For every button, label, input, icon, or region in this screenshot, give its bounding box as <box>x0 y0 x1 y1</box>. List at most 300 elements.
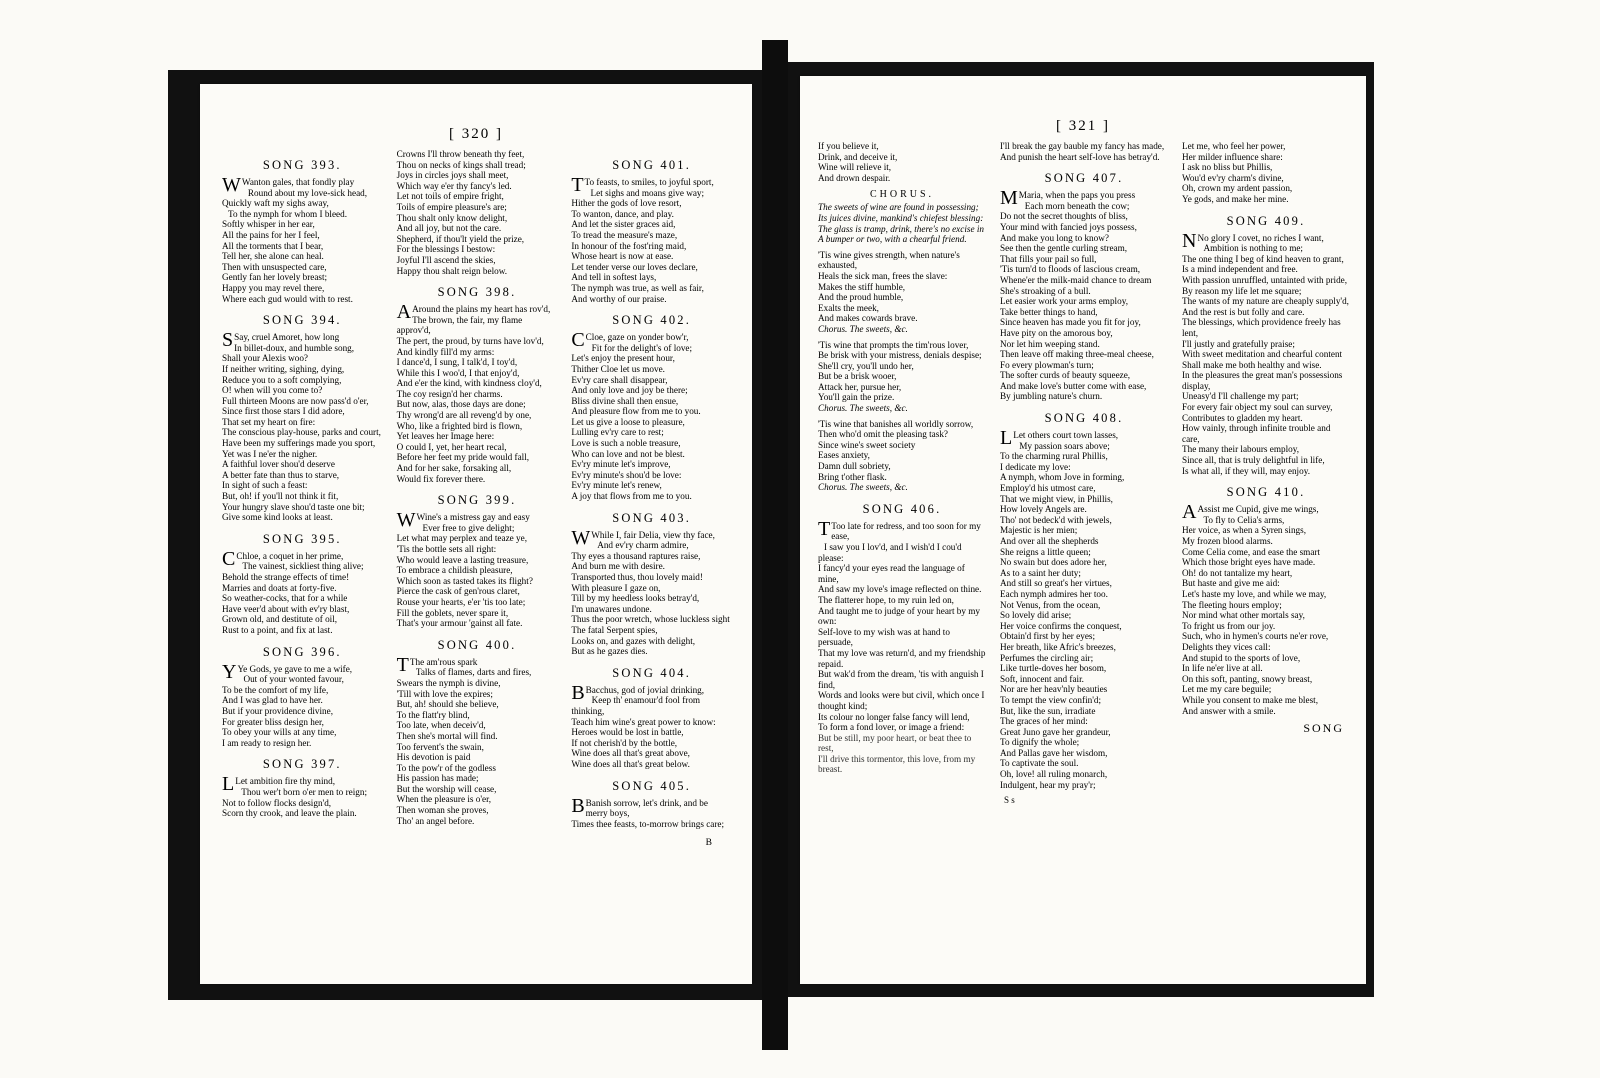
verse-line: In honour of the fost'ring maid, <box>571 240 687 251</box>
verse-line: Bliss divine shall then ensue, <box>571 395 679 406</box>
song-heading: SONG 396. <box>262 644 342 659</box>
song-block-continuation <box>1000 141 1168 162</box>
verse-line: The glass is tramp, drink, there's no excise in <box>818 223 984 234</box>
verse-line: Nor let him weeping stand. <box>1000 338 1100 349</box>
verse-line: To fly to Celia's arms, <box>1203 514 1285 525</box>
verse-line: Your mind with fancied joys possess, <box>1000 221 1137 232</box>
verse-line: Where each gud would with to rest. <box>222 293 353 304</box>
verse-line: W Wanton gales, that fondly play <box>222 174 355 196</box>
verse-line: Like turtle-doves her bosom, <box>1000 663 1107 674</box>
verse-line: Since first those stars I did adore, <box>222 406 345 417</box>
verse-line: Exalts the meek, <box>818 302 879 313</box>
verse-line: Let tender verse our loves declare, <box>571 261 698 272</box>
verse-line: Grown old, and destitute of oil, <box>222 614 338 625</box>
verse-line: A bumper or two, with a chearful friend. <box>818 234 967 245</box>
verse-line: The sweets of wine are found in possessing; <box>818 202 979 213</box>
verse-line: Come Celia come, and ease the smart <box>1182 546 1321 557</box>
verse-line: Ev'ry minute's shou'd be love: <box>571 469 682 480</box>
verse-line: So weather-cocks, that for a while <box>222 593 348 604</box>
song-block <box>222 757 383 818</box>
verse-line: Gently fan her lovely breast; <box>222 272 328 283</box>
verse-line: Words and looks were but civil, which once I thought kind; <box>818 690 985 711</box>
verse-line: Ev'ry care shall disappear, <box>571 374 668 385</box>
right-page <box>800 76 1366 984</box>
verse-line: And pleasure flow from me to you. <box>571 406 701 417</box>
drop-cap: T <box>396 653 409 676</box>
song-block <box>222 313 383 523</box>
verse-line: O could I, yet, her heart recal, <box>396 441 507 452</box>
verse-line: 'Tis turn'd to floods of lascious cream, <box>1000 264 1141 275</box>
drop-cap: W <box>222 174 241 196</box>
verse-line: With passion unruffled, untainted with pride, <box>1182 274 1348 285</box>
verse-line: Do not the secret thoughts of bliss, <box>1000 211 1128 222</box>
verse-line: To the flatt'ry blind, <box>396 709 470 720</box>
song-heading: SONG 402. <box>612 313 692 328</box>
verse-line: Let easier work your arms employ, <box>1000 296 1128 307</box>
verse-line: And for her sake, forsaking all, <box>396 463 512 474</box>
verse-line: And taught me to judge of your heart by my own: <box>818 605 981 627</box>
verse-line: Joys in circles joys shall meet, <box>396 170 509 181</box>
song-heading: SONG 400. <box>437 637 517 652</box>
song-heading: SONG 399. <box>437 493 517 508</box>
verse-line: O! when will you come to? <box>222 385 323 396</box>
verse-line: Wine does all that's great above, <box>571 748 690 759</box>
verse-line: My passion soars above; <box>1019 440 1110 451</box>
verse-line: And stupid to the sports of love, <box>1182 652 1301 663</box>
verse-line: The fatal Serpent spies, <box>571 624 658 635</box>
verse-line: I'm unawares undone. <box>571 603 652 614</box>
verse-line: And answer with a smile. <box>1182 705 1276 716</box>
verse-line: Each nymph admires her too. <box>1000 588 1108 599</box>
verse-line: That my love was return'd, and my friendship repaid. <box>818 647 986 669</box>
drop-cap: T <box>818 517 831 540</box>
verse-line: T Too late for redress, and too soon for my ease, <box>818 517 981 542</box>
verse-line: A Around the plains my heart has rov'd, <box>396 301 551 324</box>
verse-line: To wanton, dance, and play. <box>571 208 674 219</box>
verse-line: C Chloe, a coquet in her prime, <box>222 547 344 570</box>
verse-line: To tempt the view confin'd; <box>1000 694 1102 705</box>
catchword: SONG <box>1303 721 1344 736</box>
verse-line: Reduce you to a soft complying, <box>222 374 342 385</box>
verse-line: My frozen blood alarms. <box>1182 536 1273 546</box>
left-column-1 <box>222 149 383 848</box>
verse-line: Since heaven has made you fit for joy, <box>1000 317 1141 328</box>
verse-line: As to a saint her duty; <box>1000 567 1081 578</box>
drop-cap: A <box>1182 501 1197 524</box>
drop-cap: Y <box>222 660 237 683</box>
song-heading: SONG 409. <box>1226 213 1306 228</box>
verse-line: Keep th' enamour'd fool from thinking, <box>571 695 701 716</box>
verse-line: Its colour no longer false fancy will lend, <box>818 711 970 722</box>
verse-line: Who, like a frighted bird is flown, <box>396 420 523 431</box>
verse-line: Her voice confirms the conquest, <box>1000 620 1122 631</box>
verse-line: The flatterer hope, to my ruin led on, <box>818 594 954 605</box>
verse-line: Employ'd his utmost care, <box>1000 483 1096 494</box>
verse-line: Who would leave a lasting treasure, <box>396 554 529 565</box>
verse-line: Joyful I'll ascend the skies, <box>396 254 496 265</box>
verse-line: Crowns I'll throw beneath thy feet, <box>396 149 525 159</box>
verse-line: And makes cowards brave. <box>818 313 918 324</box>
verse-line: That's your armour 'gainst all fate. <box>396 618 523 629</box>
verse-line: Thither Cloe let us move. <box>571 363 665 374</box>
verse-line: Such, who in hymen's courts ne'er rove, <box>1182 631 1329 642</box>
verse-line: Great Juno gave her grandeur, <box>1000 726 1111 737</box>
left-column-2 <box>397 149 558 848</box>
page-number-right: [ 321 ] <box>1056 118 1110 134</box>
verse-line: Lulling ev'ry care to rest; <box>571 427 664 438</box>
verse-line: Talks of flames, darts and fires, <box>415 667 532 678</box>
left-column-3 <box>571 149 732 848</box>
verse-line: Since all, that is truly delightful in life, <box>1182 455 1325 466</box>
verse-line: Quickly waft my sighs away, <box>222 198 329 209</box>
drop-cap: L <box>222 773 235 796</box>
verse-line: Have veer'd about with ev'ry blast, <box>222 603 350 614</box>
verse-line: I dance'd, I sung, I talk'd, I toy'd, <box>396 357 518 368</box>
song-block-continuation <box>818 419 986 493</box>
verse-line: That fills your pail so full, <box>1000 253 1097 264</box>
verse-line: If you believe it, <box>818 141 879 151</box>
left-page-columns <box>200 143 752 848</box>
verse-line: Self-love to my wish was at hand to persuade, <box>818 626 950 648</box>
verse-line: And let the sister graces aid, <box>571 219 676 230</box>
chorus-refrain: Chorus. The sweets, &c. <box>818 323 908 334</box>
verse-line: Eases anxiety, <box>818 450 870 461</box>
verse-line: Which way e'er thy fancy's led. <box>396 180 512 191</box>
verse-line: To the charming rural Phillis, <box>1000 451 1108 462</box>
verse-line: I saw you I lov'd, and I wish'd I cou'd please: <box>818 542 962 563</box>
verse-line: Softly whisper in her ear, <box>222 219 315 230</box>
verse-line: I am ready to resign her. <box>222 737 312 748</box>
song-heading: SONG 403. <box>612 510 692 525</box>
verse-line: Nor are her heav'nly beauties <box>1000 684 1108 695</box>
verse-line: She reigns a little queen; <box>1000 546 1091 557</box>
song-block <box>1000 171 1168 402</box>
verse-line: That set my heart on fire: <box>222 416 316 427</box>
verse-line: I dedicate my love: <box>1000 461 1071 472</box>
verse-line: His devotion is paid <box>396 752 471 763</box>
verse-line: Let me my care beguile; <box>1182 684 1272 695</box>
drop-cap: W <box>571 526 591 549</box>
verse-line: Toils of empire pleasure's are; <box>396 201 507 212</box>
verse-line: But haste and give me aid: <box>1182 578 1280 589</box>
verse-line: And saw my love's image reflected on thine. <box>818 584 982 595</box>
verse-line: Shepherd, if thou'lt yield the prize, <box>396 233 525 244</box>
verse-line: For every fair object my soul can survey, <box>1182 402 1333 413</box>
drop-cap: B <box>571 681 585 704</box>
song-block <box>571 158 732 304</box>
song-block-continuation <box>818 141 986 183</box>
verse-line: Makes the stiff humble, <box>818 281 906 292</box>
verse-line: To fright us from our joy. <box>1182 620 1276 631</box>
song-heading: SONG 395. <box>262 531 342 546</box>
verse-line: Since wine's sweet society <box>818 439 916 450</box>
verse-line: And over all the shepherds <box>1000 536 1099 546</box>
verse-line: A nymph, whom Jove in forming, <box>1000 472 1125 483</box>
song-block <box>397 285 558 484</box>
verse-line: And all joy, but not the care. <box>396 223 502 234</box>
verse-line: Too fervent's the swain, <box>396 741 484 752</box>
verse-line: Delights they vices call: <box>1182 641 1271 652</box>
verse-line: But if your providence divine, <box>222 705 333 716</box>
drop-cap: N <box>1182 229 1197 252</box>
drop-cap: B <box>571 794 585 817</box>
verse-line: Thus the poor wretch, whose luckless sight <box>571 614 730 625</box>
verse-line: Swears the nymph is divine, <box>396 677 501 688</box>
verse-line: All the torments that I bear, <box>222 240 324 251</box>
verse-line: Give some kind looks at least. <box>222 512 333 523</box>
verse-line: Is what all, if they will, may enjoy. <box>1182 465 1311 476</box>
verse-line: Have pity on the amorous boy, <box>1000 327 1113 338</box>
verse-line: Ever free to give delight; <box>422 522 515 533</box>
verse-line: But be still, my poor heart, or beat thee to rest, <box>818 732 972 754</box>
verse-line: The one thing I beg of kind heaven to grant, <box>1182 253 1344 264</box>
verse-line: Fo every plowman's turn; <box>1000 359 1094 370</box>
verse-line: 'Tis wine that banishes all worldly sorrow, <box>818 418 974 429</box>
song-heading: SONG 407. <box>1044 171 1124 186</box>
verse-line: Ev'ry minute let's renew, <box>571 480 662 491</box>
verse-line: The blessings, which providence freely has lent, <box>1182 317 1341 338</box>
verse-line: I fancy'd your eyes read the language of mine, <box>818 563 965 584</box>
verse-line: Oh, crown my ardent passion, <box>1182 183 1293 194</box>
song-heading: SONG 410. <box>1226 485 1306 500</box>
verse-line: Tho' an angel before. <box>396 815 475 826</box>
verse-line: To obey your wills at any time, <box>222 727 337 738</box>
verse-line: Ye gods, and make her mine. <box>1182 193 1289 204</box>
verse-line: So lovely did arise; <box>1000 610 1072 621</box>
verse-line: 'Tis the bottle sets all right: <box>396 544 497 554</box>
verse-line: And Pallas gave her wisdom, <box>1000 747 1108 758</box>
verse-line: S Say, cruel Amoret, how long <box>222 329 340 352</box>
verse-line: Attack her, pursue her, <box>818 381 902 392</box>
verse-line: Uneasy'd I'll challenge my part; <box>1182 391 1299 402</box>
verse-line: She'll cry, you'll undo her, <box>818 360 914 371</box>
verse-line: Round about my love-sick head, <box>247 187 368 198</box>
verse-line: I'll justly and gratefully praise; <box>1182 338 1295 349</box>
verse-line: Let us give a loose to pleasure, <box>571 416 685 427</box>
verse-line: And still so great's her virtues, <box>1000 578 1112 589</box>
verse-line: Which soon as tasted takes its flight? <box>396 575 533 586</box>
verse-line: Fill the goblets, never spare it, <box>396 607 509 618</box>
verse-line: Happy you may revel there, <box>222 282 325 293</box>
verse-line: Soft, innocent and fair. <box>1000 673 1084 684</box>
verse-line: But wak'd from the dream, 'tis with anguish I find, <box>818 669 984 690</box>
verse-line: Bring t'other flask. <box>818 471 887 482</box>
song-heading: SONG 397. <box>262 757 342 772</box>
verse-line: A faithful lover shou'd deserve <box>222 459 335 470</box>
verse-line: N No glory I covet, no riches I want, <box>1182 229 1324 252</box>
verse-line: But, ah! should she believe, <box>396 699 499 710</box>
verse-line: Tho' not bedeck'd with jewels, <box>1000 514 1112 525</box>
song-heading: SONG 394. <box>262 313 342 328</box>
chorus-block <box>818 189 986 244</box>
verse-line: Ambition is nothing to me; <box>1203 243 1303 254</box>
verse-line: And drown despair. <box>818 172 891 183</box>
verse-line: Its juices divine, mankind's chiefest blessing: <box>818 212 984 223</box>
verse-line: Not Venus, from the ocean, <box>1000 599 1101 610</box>
verse-line: Yet was I ne'er the nigher. <box>222 448 318 459</box>
song-heading: SONG 393. <box>262 158 342 172</box>
chorus-heading: CHORUS. <box>869 189 935 201</box>
signature-mark-left: B <box>705 838 712 849</box>
verse-line: Drink, and deceive it, <box>818 151 898 162</box>
verse-line: Teach him wine's great power to know: <box>571 716 716 727</box>
verse-line: The nymph was true, as well as fair, <box>571 282 704 293</box>
verse-line: B Bacchus, god of jovial drinking, <box>571 681 705 704</box>
verse-line: To embrace a childish pleasure, <box>396 565 513 576</box>
verse-line: Majestic is her mien; <box>1000 525 1078 536</box>
verse-line: The brown, the fair, my flame approv'd, <box>396 314 523 336</box>
verse-line: Wou'd ev'ry charm's divine, <box>1182 172 1284 183</box>
verse-line: Yet leaves her Image here: <box>396 431 495 442</box>
verse-line: Have been my sufferings made you sport, <box>222 438 376 449</box>
song-block-continuation <box>818 250 986 335</box>
verse-line: Heals the sick man, frees the slave: <box>818 270 948 281</box>
right-column-1 <box>818 141 986 805</box>
verse-line: B Banish sorrow, let's drink, and be merry boys, <box>571 794 708 819</box>
chorus-refrain: Chorus. The sweets, &c. <box>818 403 908 414</box>
verse-line: Contributes to gladden my heart. <box>1182 412 1303 423</box>
verse-line: And the rest is but folly and care. <box>1182 306 1305 317</box>
verse-line: Too late, when deceiv'd, <box>396 720 486 731</box>
song-block <box>1182 485 1350 716</box>
song-heading: SONG 401. <box>612 158 692 172</box>
verse-line: She's stroaking of a bull. <box>1000 285 1091 296</box>
verse-line: To tread the measure's maze, <box>571 229 678 240</box>
verse-line: Wine does all that's great below. <box>571 758 690 769</box>
song-block <box>818 502 986 775</box>
verse-line: Then with unsuspected care, <box>222 261 327 272</box>
verse-line: Your hungry slave shou'd taste one bit; <box>222 501 365 512</box>
verse-line: I'll drive this tormentor, this love, from my breast. <box>818 753 976 775</box>
verse-line: With sweet meditation and chearful content <box>1182 349 1343 360</box>
verse-line: C Cloe, gaze on yonder bow'r, <box>571 329 689 352</box>
verse-line: Marries and doats at forty-five. <box>222 582 337 593</box>
verse-line: Happy thou shalt reign below. <box>396 265 508 276</box>
verse-line: Let's enjoy the present hour, <box>571 353 675 364</box>
chorus-refrain: Chorus. The sweets, &c. <box>818 482 908 493</box>
verse-line: Not to follow flocks design'd, <box>222 797 332 808</box>
verse-line: While this I woo'd, I that enjoy'd, <box>396 367 520 378</box>
verse-line: His passion has made; <box>396 773 479 784</box>
drop-cap: C <box>571 329 585 352</box>
verse-line: Thy eyes a thousand raptures raise, <box>571 550 701 561</box>
verse-line: Heroes would be lost in battle, <box>571 727 684 738</box>
verse-line: But be a brisk wooer, <box>818 371 897 382</box>
drop-cap: T <box>571 174 584 196</box>
verse-line: And make love's butter come with ease, <box>1000 380 1147 391</box>
drop-cap: A <box>396 301 412 324</box>
verse-line: The conscious play-house, parks and court, <box>222 427 381 438</box>
verse-line: If not cherish'd by the bottle, <box>571 737 678 748</box>
verse-line: By reason my life let me square; <box>1182 285 1302 296</box>
drop-cap: C <box>222 547 236 570</box>
verse-line: Nor mind what other mortals say, <box>1182 610 1305 621</box>
verse-line: And e'er the kind, with kindness cloy'd, <box>396 378 542 389</box>
verse-line: Thy wrong'd are all reveng'd by one, <box>396 410 532 421</box>
verse-line: Is a mind independent and free. <box>1182 264 1298 275</box>
verse-line: To captivate the soul. <box>1000 758 1079 769</box>
song-block <box>571 779 732 830</box>
verse-line: You'll gain the prize. <box>818 392 895 403</box>
verse-line: Damn dull sobriety, <box>818 461 891 472</box>
song-block-continuation <box>397 149 558 276</box>
verse-line: L Let ambition fire thy mind, <box>222 773 335 796</box>
song-heading: SONG 405. <box>612 778 692 793</box>
verse-line: T The am'rous spark <box>396 653 478 676</box>
verse-line: How lovely Angels are. <box>1000 504 1087 515</box>
verse-line: T To feasts, to smiles, to joyful sport, <box>571 174 714 196</box>
verse-line: The fleeting hours employ; <box>1182 599 1282 610</box>
song-heading: SONG 406. <box>862 501 942 516</box>
verse-line: And tell in softest lays, <box>571 272 657 283</box>
song-block <box>571 313 732 502</box>
verse-line: M Maria, when the paps you press <box>1000 187 1136 210</box>
verse-line: Out of your wonted favour, <box>243 674 344 685</box>
verse-line: That we might view, in Phillis, <box>1000 493 1113 504</box>
verse-line: No swain but does adore her, <box>1000 557 1107 568</box>
verse-line: A Assist me Cupid, give me wings, <box>1182 501 1319 524</box>
verse-line: Times thee feasts, to-morrow brings care; <box>571 818 725 829</box>
right-page-columns <box>800 135 1366 805</box>
song-block <box>397 493 558 629</box>
verse-line: Rust to a point, and fix at last. <box>222 624 333 635</box>
song-block <box>222 645 383 749</box>
verse-line: Looks on, and gazes with delight, <box>571 635 696 646</box>
verse-line: I ask no bliss but Phillis, <box>1182 162 1273 173</box>
verse-line: Fit for the delight's of love; <box>591 342 693 353</box>
verse-line: Rouse your hearts, e'er 'tis too late; <box>396 596 526 607</box>
verse-line: The vainest, sickliest thing alive; <box>242 561 364 572</box>
verse-line: Obtain'd first by her eyes; <box>1000 631 1096 642</box>
verse-line: And burn me with desire. <box>571 561 665 572</box>
verse-line: The wants of my nature are cheaply supply'd, <box>1182 296 1349 307</box>
verse-line: And worthy of our praise. <box>571 293 667 304</box>
left-page <box>200 84 752 984</box>
verse-line: But the worship will cease, <box>396 783 497 794</box>
verse-line: Thou wer't born o'er men to reign; <box>241 786 367 797</box>
verse-line: Each morn beneath the cow; <box>1024 200 1130 211</box>
verse-line: By jumbling nature's churn. <box>1000 391 1103 402</box>
verse-line: But as he gazes dies. <box>571 646 648 657</box>
drop-cap: W <box>396 509 416 532</box>
song-block <box>1000 411 1168 790</box>
verse-line: Full thirteen Moons are now pass'd o'er, <box>222 395 369 406</box>
drop-cap: L <box>1000 427 1013 450</box>
song-block <box>222 158 383 304</box>
song-block <box>571 511 732 657</box>
verse-line: Would fix forever there. <box>396 473 486 484</box>
verse-line: And kindly fill'd my arms: <box>396 346 495 357</box>
verse-line: The graces of her mind: <box>1000 716 1088 727</box>
verse-line: And punish the heart self-love has betray'd. <box>1000 151 1160 162</box>
verse-line: Let what may perplex and teaze ye, <box>396 533 528 544</box>
verse-line: To form a fond lover, or image a friend: <box>818 722 965 733</box>
verse-line: Who can love and not be blest. <box>571 448 685 459</box>
verse-line: Whose heart is now at ease. <box>571 251 674 262</box>
verse-line: On this soft, panting, snowy breast, <box>1182 673 1313 684</box>
verse-line: Her milder influence share: <box>1182 151 1283 162</box>
verse-line: Hither the gods of love resort, <box>571 198 682 209</box>
verse-line: If neither writing, sighing, dying, <box>222 363 345 374</box>
page-number-left: [ 320 ] <box>449 126 503 142</box>
song-block <box>222 532 383 636</box>
verse-line: A joy that flows from me to you. <box>571 491 692 502</box>
verse-line: In sight of such a feast: <box>222 480 308 491</box>
verse-line: Be brisk with your mistress, denials despise; <box>818 350 982 361</box>
verse-line: Then who'd omit the pleasing task? <box>818 429 948 440</box>
verse-line: See then the gentle curling stream, <box>1000 243 1128 254</box>
verse-line: 'Till with love the expires; <box>396 688 493 699</box>
